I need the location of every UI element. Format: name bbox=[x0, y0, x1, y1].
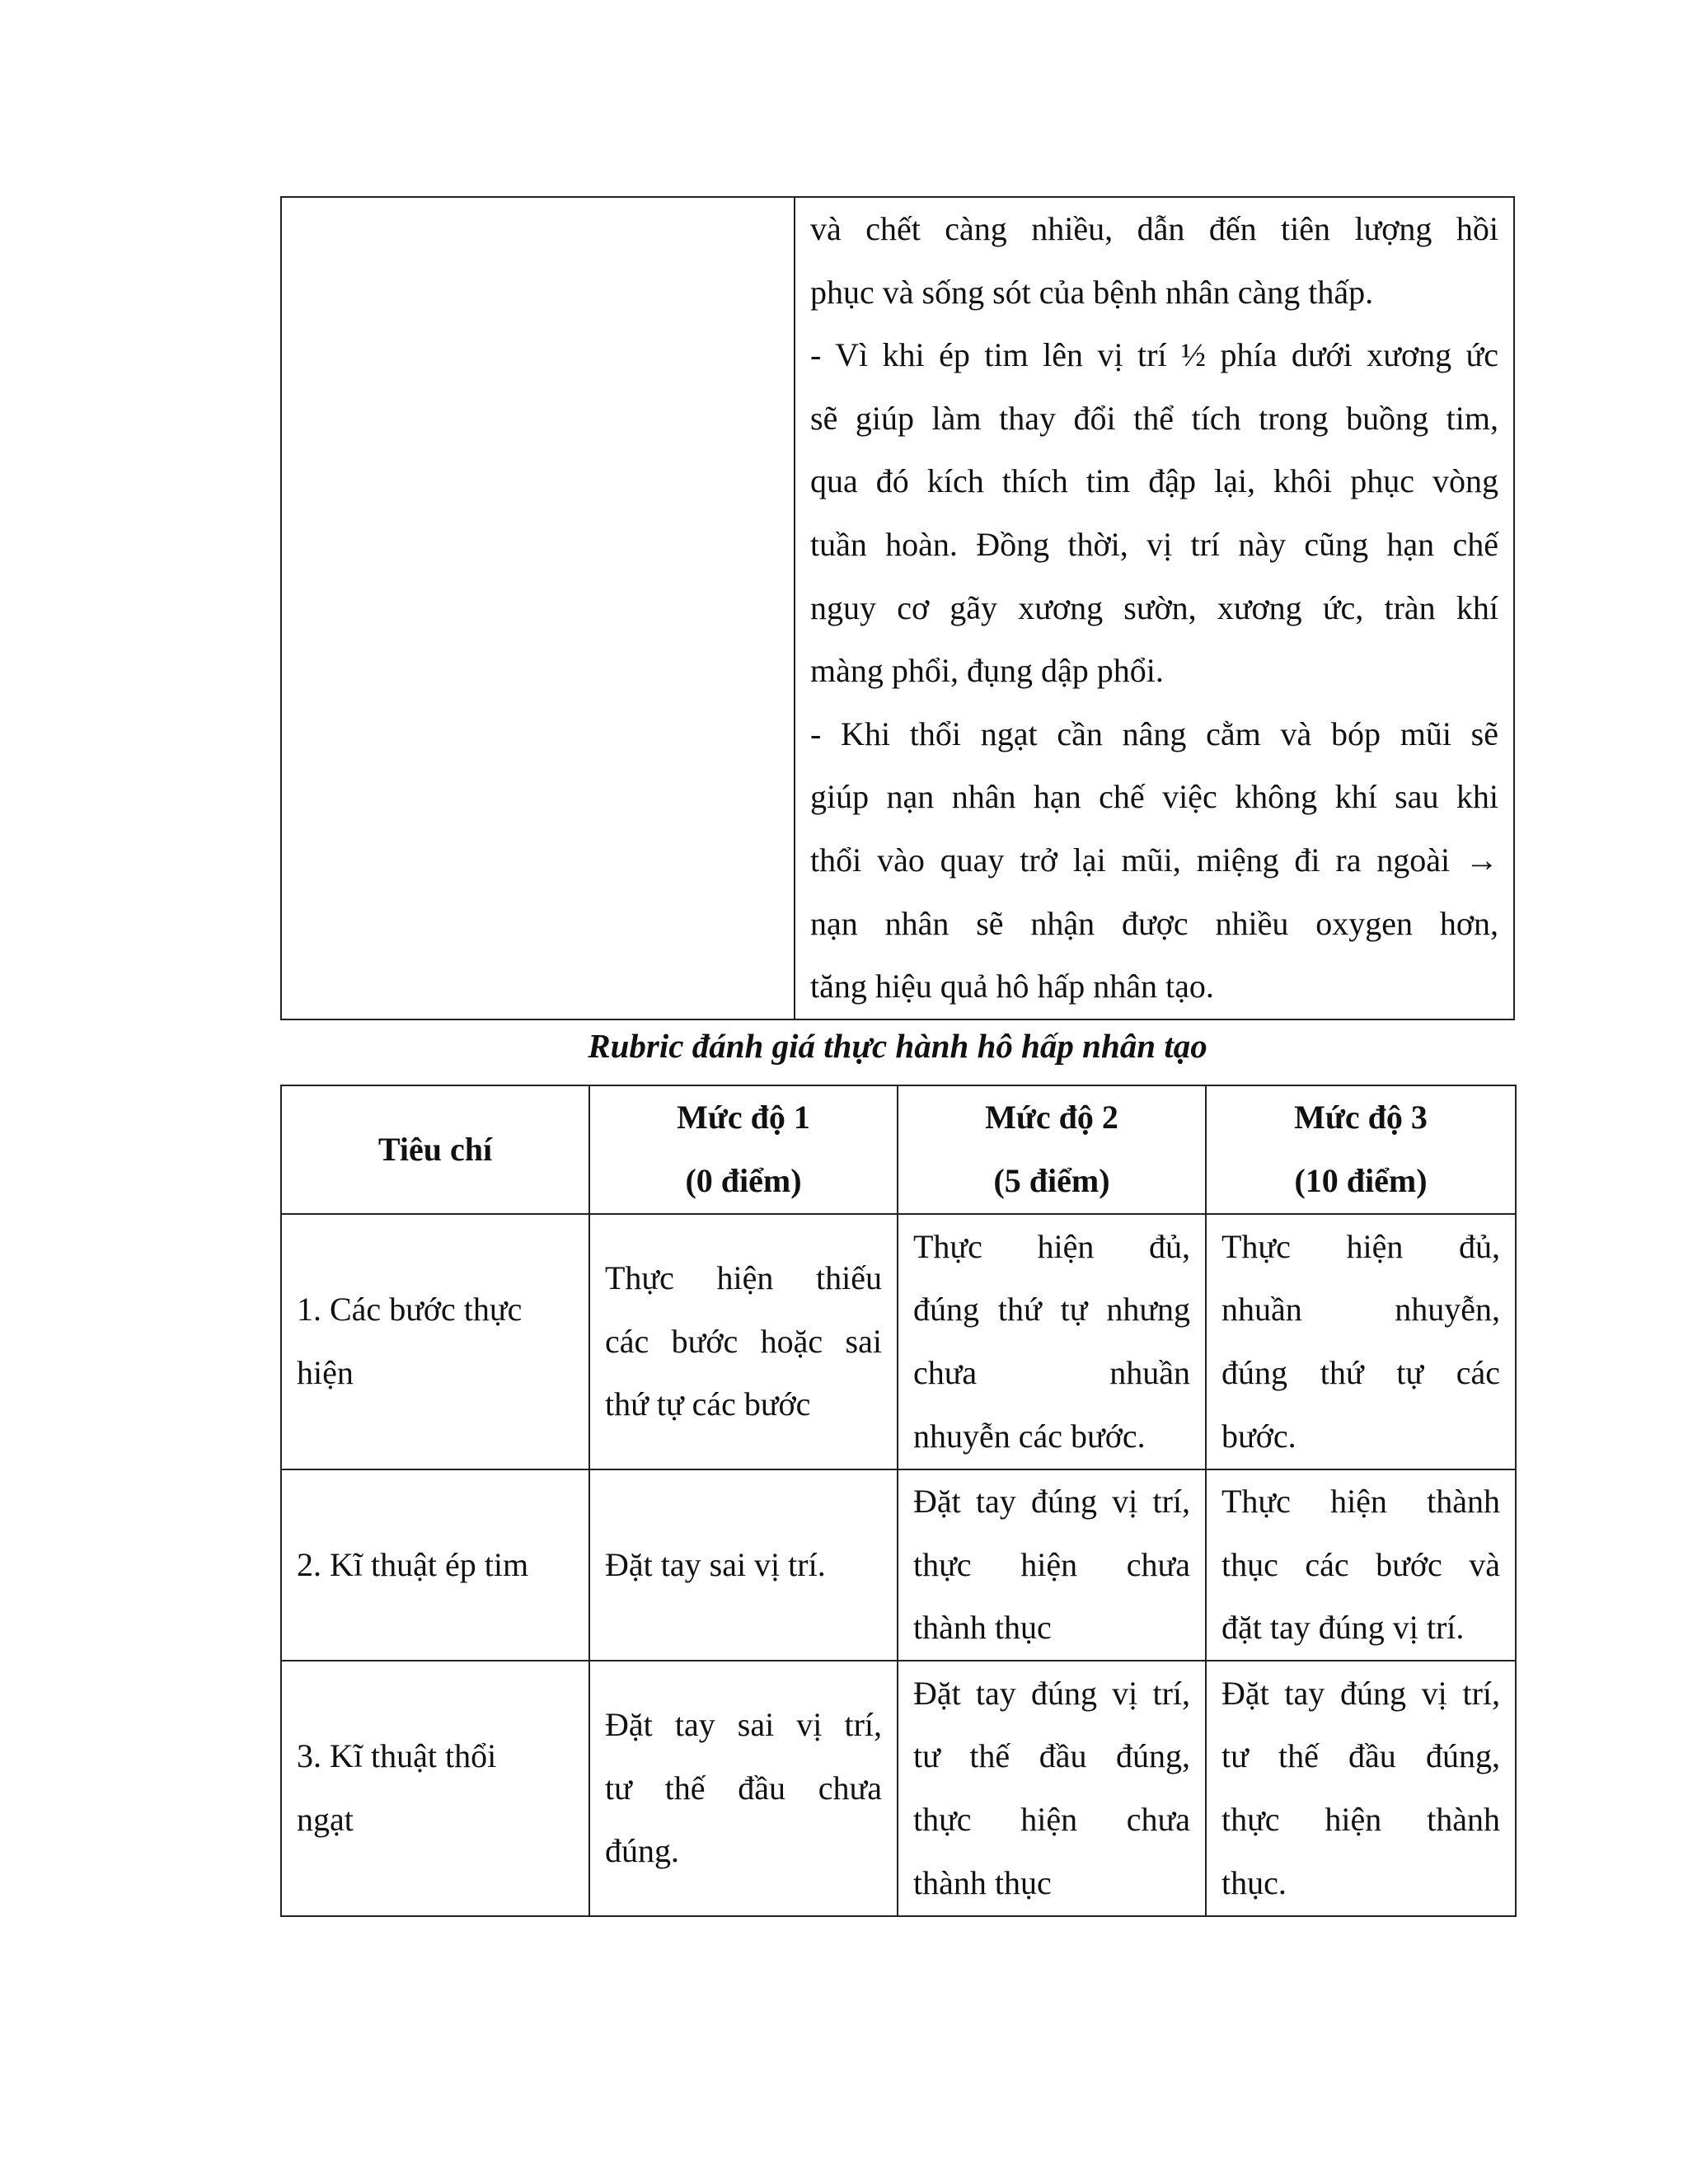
continuation-text-cell bbox=[795, 198, 1513, 1019]
header-label: Mức độ 2 bbox=[985, 1099, 1118, 1137]
header-points: (10 điểm) bbox=[1294, 1162, 1428, 1199]
header-points: (0 điểm) bbox=[685, 1162, 802, 1199]
header-label: Mức độ 3 bbox=[1294, 1099, 1428, 1137]
cell-line: đặt tay đúng vị trí. bbox=[1221, 1609, 1465, 1647]
cell-line: Đặt tay đúng vị trí, bbox=[913, 1483, 1190, 1521]
cell-line: 1. Các bước thực bbox=[297, 1291, 523, 1329]
level-2-cell bbox=[898, 1214, 1206, 1469]
cell-line: thực hiện chưa bbox=[913, 1801, 1190, 1838]
header-label: Tiêu chí bbox=[377, 1130, 493, 1168]
cell-line: Đặt tay đúng vị trí, bbox=[1221, 1674, 1500, 1712]
text-line: màng phổi, đụng dập phổi. bbox=[810, 652, 1164, 690]
cell-line: tư thế đầu đúng, bbox=[913, 1737, 1190, 1775]
cell-line: các bước hoặc sai bbox=[605, 1322, 882, 1360]
level-2-cell bbox=[898, 1469, 1206, 1661]
text-line: nạn nhân sẽ nhận được nhiều oxygen hơn, bbox=[810, 904, 1498, 942]
text-line: - Khi thổi ngạt cần nâng cằm và bóp mũi sẽ bbox=[810, 715, 1498, 752]
text-line: thổi vào quay trở lại mũi, miệng đi ra ngoài → bbox=[810, 841, 1498, 879]
header-level-1 bbox=[589, 1085, 898, 1214]
cell-line: đúng. bbox=[605, 1832, 679, 1870]
cell-line: ngạt bbox=[297, 1801, 354, 1838]
text-line: - Vì khi ép tim lên vị trí ½ phía dưới xương ức bbox=[810, 336, 1498, 374]
level-3-cell bbox=[1206, 1469, 1516, 1661]
header-level-2 bbox=[898, 1085, 1206, 1214]
cell-line: thứ tự các bước bbox=[605, 1385, 811, 1423]
cell-line: 3. Kĩ thuật thổi bbox=[297, 1737, 497, 1775]
criterion-cell bbox=[281, 1661, 589, 1916]
text-line: sẽ giúp làm thay đổi thể tích trong buồng tim, bbox=[810, 399, 1498, 437]
table-row bbox=[281, 1469, 1516, 1661]
text-line: nguy cơ gãy xương sườn, xương ức, tràn khí bbox=[810, 588, 1498, 626]
header-label: Mức độ 1 bbox=[677, 1099, 810, 1137]
cell-line: Thực hiện thiếu bbox=[605, 1259, 882, 1297]
cell-line: nhuần nhuyễn, bbox=[1221, 1291, 1500, 1329]
cell-line: thục các bước và bbox=[1221, 1545, 1500, 1583]
level-1-cell bbox=[589, 1214, 898, 1469]
text-line: tăng hiệu quả hô hấp nhân tạo. bbox=[810, 968, 1214, 1005]
criterion-cell bbox=[281, 1469, 589, 1661]
text-line: giúp nạn nhân hạn chế việc không khí sau khi bbox=[810, 778, 1498, 816]
criterion-cell bbox=[281, 1214, 589, 1469]
text-line: và chết càng nhiều, dẫn đến tiên lượng hồi bbox=[810, 210, 1498, 247]
header-criterion bbox=[281, 1085, 589, 1214]
cell-line: Thực hiện đủ, bbox=[1221, 1227, 1500, 1265]
text-line: tuần hoàn. Đồng thời, vị trí này cũng hạn chế bbox=[810, 525, 1498, 563]
rubric-header-row bbox=[281, 1085, 1516, 1214]
header-points: (5 điểm) bbox=[993, 1162, 1110, 1199]
cell-line: Đặt tay sai vị trí, bbox=[605, 1706, 882, 1744]
cell-line: đúng thứ tự các bbox=[1221, 1354, 1500, 1391]
cell-line: hiện bbox=[297, 1354, 354, 1391]
cell-line: Đặt tay sai vị trí. bbox=[605, 1545, 826, 1583]
level-1-cell bbox=[589, 1661, 898, 1916]
level-3-cell bbox=[1206, 1661, 1516, 1916]
table-row bbox=[281, 1661, 1516, 1916]
table-row bbox=[281, 1214, 1516, 1469]
level-2-cell bbox=[898, 1661, 1206, 1916]
text-line: qua đó kích thích tim đập lại, khôi phục vòng bbox=[810, 462, 1498, 500]
cell-line: 2. Kĩ thuật ép tim bbox=[297, 1545, 529, 1583]
cell-line: thực hiện thành bbox=[1221, 1801, 1500, 1838]
continuation-empty-cell bbox=[282, 198, 795, 1019]
cell-line: bước. bbox=[1221, 1417, 1296, 1455]
cell-line: thành thục bbox=[913, 1863, 1052, 1901]
rubric-table bbox=[280, 1085, 1517, 1917]
cell-line: Đặt tay đúng vị trí, bbox=[913, 1674, 1190, 1712]
cell-line: tư thế đầu chưa bbox=[605, 1769, 882, 1807]
header-level-3 bbox=[1206, 1085, 1516, 1214]
cell-line: đúng thứ tự nhưng bbox=[913, 1291, 1190, 1329]
rubric-caption: Rubric đánh giá thực hành hô hấp nhân tạo bbox=[588, 1027, 1207, 1065]
cell-line: tư thế đầu đúng, bbox=[1221, 1737, 1500, 1775]
continuation-table bbox=[280, 196, 1515, 1020]
level-1-cell bbox=[589, 1469, 898, 1661]
cell-line: Thực hiện đủ, bbox=[913, 1227, 1190, 1265]
cell-line: chưa nhuần bbox=[913, 1354, 1190, 1391]
text-line: phục và sống sót của bệnh nhân càng thấp. bbox=[810, 273, 1374, 311]
cell-line: thục. bbox=[1221, 1863, 1287, 1901]
cell-line: thực hiện chưa bbox=[913, 1545, 1190, 1583]
cell-line: Thực hiện thành bbox=[1221, 1483, 1500, 1521]
cell-line: thành thục bbox=[913, 1609, 1052, 1647]
level-3-cell bbox=[1206, 1214, 1516, 1469]
cell-line: nhuyễn các bước. bbox=[913, 1417, 1146, 1455]
